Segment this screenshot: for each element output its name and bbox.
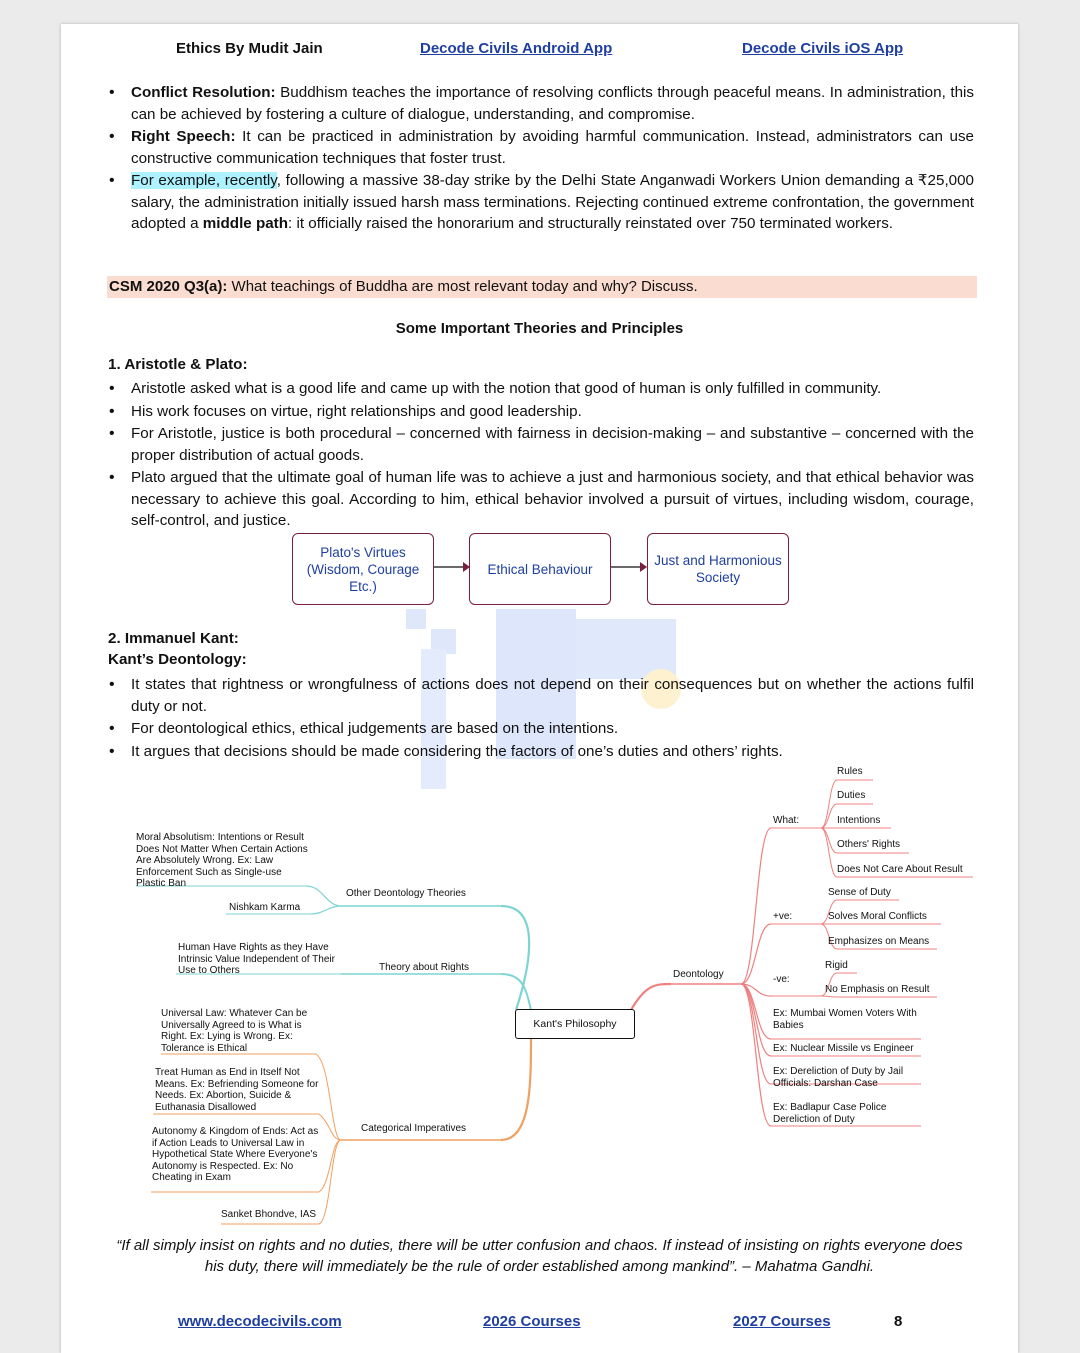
- mm-pos-item: Emphasizes on Means: [828, 936, 930, 947]
- kant-heading: 2. Immanuel Kant:: [108, 630, 239, 647]
- mm-what-item: Others' Rights: [837, 839, 901, 850]
- page-number: 8: [894, 1313, 903, 1330]
- section-title: Some Important Theories and Principles: [395, 320, 684, 337]
- kant-subheading: Kant’s Deontology:: [108, 651, 247, 668]
- example-item: • For example, recently, following a massive 38-day strike by the Delhi State Anganwadi Workers Union demanding a ₹25,000 salary, the administration initially issued harsh mass terminations. Rejecting continued extreme confrontation, the government adopted a middle path: it officially raised the honorarium and structurally reinstated over 750 terminated workers.: [108, 170, 974, 235]
- mm-example: Ex: Nuclear Missile vs Engineer: [773, 1043, 914, 1054]
- list-item: • For deontological ethics, ethical judgements are based on the intentions.: [108, 718, 974, 740]
- mindmap-center: Kant's Philosophy: [515, 1009, 635, 1039]
- mm-example: Ex: Mumbai Women Voters With Babies: [773, 1008, 917, 1031]
- android-app-link[interactable]: Decode Civils Android App: [420, 40, 613, 57]
- mm-rights-theory: Theory about Rights: [379, 962, 470, 973]
- mm-other-theories: Other Deontology Theories: [346, 888, 466, 899]
- aristotle-heading: 1. Aristotle & Plato:: [108, 356, 248, 373]
- list-item: • For Aristotle, justice is both procedural – concerned with fairness in decision-making – and substantive – concerned with the proper distribution of actual goods.: [108, 423, 974, 466]
- flow-box-just-society: Just and Harmonious Society: [647, 533, 789, 605]
- list-item: • It argues that decisions should be made considering the factors of one’s duties and others’ rights.: [108, 741, 974, 763]
- mm-negative: -ve:: [773, 974, 790, 985]
- mm-what-item: Does Not Care About Result: [837, 864, 963, 875]
- mm-what-item: Rules: [837, 766, 863, 777]
- gandhi-quote: “If all simply insist on rights and no duties, there will be utter confusion and chaos. If instead of insisting on rights everyone does his duty, there will immediately be the rule of order established among mankind”. – Mahatma Gandhi.: [116, 1237, 963, 1275]
- list-item: • It states that rightness or wrongfulness of actions does not depend on their consequences but on whether the actions fulfil duty or not.: [108, 674, 974, 717]
- mm-categorical: Categorical Imperatives: [361, 1123, 467, 1134]
- highlighted-text: For example, recently: [131, 172, 277, 189]
- mm-author: Sanket Bhondve, IAS: [221, 1209, 317, 1220]
- mm-positive: +ve:: [773, 911, 793, 922]
- list-item: • Plato argued that the ultimate goal of human life was to achieve a just and harmonious society, and that ethical behavior was necessary to achieve this goal. According to him, ethical behavior involved a pursuit of virtues, including wisdom, courage, self-control, and justice.: [108, 467, 974, 532]
- website-link[interactable]: www.decodecivils.com: [178, 1313, 342, 1330]
- mm-what-item: Duties: [837, 790, 866, 801]
- ios-app-link[interactable]: Decode Civils iOS App: [742, 40, 904, 57]
- mm-neg-item: Rigid: [825, 960, 848, 971]
- csm-question: CSM 2020 Q3(a): What teachings of Buddha are most relevant today and why? Discuss.: [107, 276, 977, 298]
- mm-example: Ex: Dereliction of Duty by Jail Officials: Darshan Case: [773, 1066, 904, 1089]
- list-item: • His work focuses on virtue, right relationships and good leadership.: [108, 401, 974, 423]
- mm-universal-law: Universal Law: Whatever Can be Universally Agreed to is What is Right. Ex: Lying is Wrong. Ex: Tolerance is Ethical: [161, 1008, 308, 1054]
- list-item: • Right Speech: It can be practiced in administration by avoiding harmful communication. Instead, administrators can use constructive communication techniques that foster trust.: [108, 126, 974, 169]
- mm-pos-item: Solves Moral Conflicts: [828, 911, 927, 922]
- mm-autonomy: Autonomy & Kingdom of Ends: Act as if Action Leads to Universal Law in Hypothetical State Where Everyone's Autonomy is Respected. Ex: No Cheating in Exam: [152, 1126, 319, 1184]
- mm-pos-item: Sense of Duty: [828, 887, 891, 898]
- document-page: [61, 24, 1018, 1353]
- mm-nishkam-karma: Nishkam Karma: [229, 902, 301, 913]
- list-item: • Conflict Resolution: Buddhism teaches the importance of resolving conflicts through peaceful means. In administration, this can be achieved by fostering a culture of dialogue, understanding, and compromise.: [108, 82, 974, 125]
- flow-box-ethical-behaviour: Ethical Behaviour: [469, 533, 611, 605]
- list-item: • Aristotle asked what is a good life and came up with the notion that good of human is only fulfilled in community.: [108, 378, 974, 400]
- mm-example: Ex: Badlapur Case Police Dereliction of Duty: [773, 1102, 887, 1125]
- mm-what: What:: [773, 815, 800, 826]
- mm-what-item: Intentions: [837, 815, 881, 826]
- mm-moral-absolutism: Moral Absolutism: Intentions or Result Does Not Matter When Certain Actions Are Absolutely Wrong. Ex: Law Enforcement Such as Single-use Plastic Ban: [136, 832, 308, 890]
- courses-2027-link[interactable]: 2027 Courses: [733, 1313, 831, 1330]
- mm-neg-item: No Emphasis on Result: [825, 984, 930, 995]
- header-author: Ethics By Mudit Jain: [176, 40, 323, 57]
- flow-box-virtues: Plato's Virtues (Wisdom, Courage Etc.): [292, 533, 434, 605]
- mm-rights-text: Human Have Rights as they Have Intrinsic Value Independent of Their Use to Others: [178, 942, 335, 977]
- mm-end-in-itself: Treat Human as End in Itself Not Means. Ex: Befriending Someone for Needs. Ex: Abortion, Suicide & Euthanasia Disallowed: [155, 1067, 319, 1113]
- mm-deontology: Deontology: [673, 969, 724, 980]
- courses-2026-link[interactable]: 2026 Courses: [483, 1313, 581, 1330]
